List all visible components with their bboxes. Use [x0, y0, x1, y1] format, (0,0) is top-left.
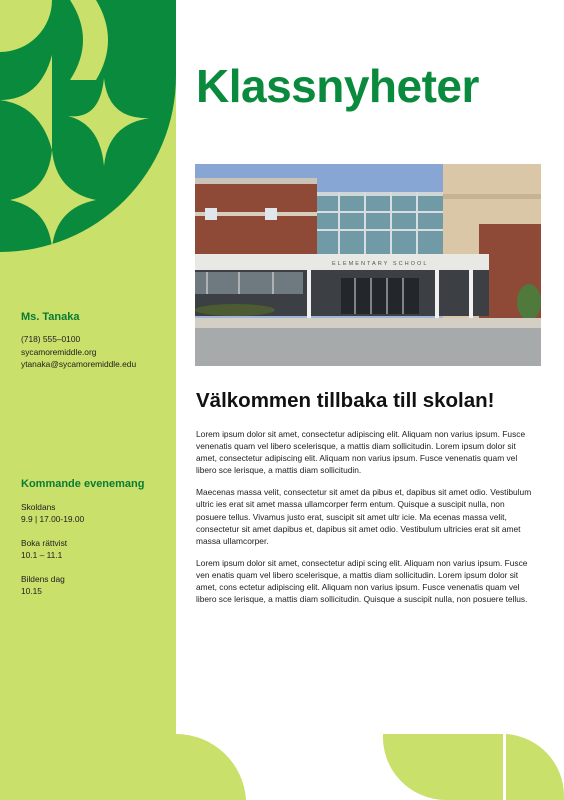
event-date: 9.9 | 17.00-19.00 — [21, 514, 85, 524]
event-date: 10.1 – 11.1 — [21, 550, 63, 560]
geometric-decoration — [0, 0, 176, 252]
contact-website[interactable]: sycamoremiddle.org — [21, 346, 97, 357]
school-photo — [195, 164, 541, 366]
contact-email[interactable]: ytanaka@sycamoremiddle.edu — [21, 359, 137, 369]
event-label: Bildens dag — [21, 574, 65, 584]
events-title: Kommande evenemang — [21, 478, 145, 490]
bottom-left-quarter-circle — [176, 734, 246, 800]
contact-info — [21, 311, 171, 371]
event-date: 10.15 — [21, 586, 42, 596]
article-body — [196, 428, 536, 615]
paragraph: Lorem ipsum dolor sit amet, consectetur adipiscing elit. Aliquam non varius ipsum. Fusce venenatis quam vel libero scelerisque, a mattis diam sollicitudin. Lorem ipsum dolor sit amet, consectetur adipiscing elit. Aliquam non varius ipsum. Fusce venenatis quam vel libero sce lerisque, a mattis diam sollicitudin. — [196, 429, 526, 476]
event-item — [21, 501, 171, 525]
bottom-right-arc — [383, 734, 503, 800]
paragraph: Maecenas massa velit, consectetur sit amet da pibus et, dapibus sit amet odio. Vestibulum ultric ies erat sit amet massa ullamcorper ferm entum. Quisque a suscipit nulla, non posuere tellus. Vivamus justo erat, suscipit sit amet ultr icie. Ma ecenas massa velit, consectetur sit amet dapibus et, dapibus sit amet odio. Vestibulum ultricies erat sit amet massa ullamcorper. — [196, 487, 532, 546]
school-sign: ELEMENTARY SCHOOL — [332, 261, 429, 267]
welcome-heading: Välkommen tillbaka till skolan! — [196, 389, 495, 412]
event-item — [21, 573, 171, 597]
event-label: Boka rättvist — [21, 538, 68, 548]
event-item — [21, 537, 171, 561]
page-title: Klassnyheter — [196, 60, 479, 112]
event-label: Skoldans — [21, 502, 56, 512]
paragraph: Lorem ipsum dolor sit amet, consectetur adipi scing elit. Aliquam non varius ipsum. Fusce ven enatis quam vel libero scelerisque, a mattis diam sollicitudin. Lorem ipsum dolor sit amet, cons ectetur adipiscing elit. Aliquam non varius ipsum. Fusce venenatis quam vel libero sce lerisque, a mattis diam sollicitudin. Quisque a suscipit nulla, non posuere tellus. — [196, 557, 528, 605]
upcoming-events — [21, 476, 171, 609]
contact-phone: (718) 555–0100 — [21, 334, 81, 344]
bottom-right-half-circle — [383, 734, 503, 800]
bottom-corner-quarter — [506, 734, 564, 800]
contact-name: Ms. Tanaka — [21, 311, 80, 323]
